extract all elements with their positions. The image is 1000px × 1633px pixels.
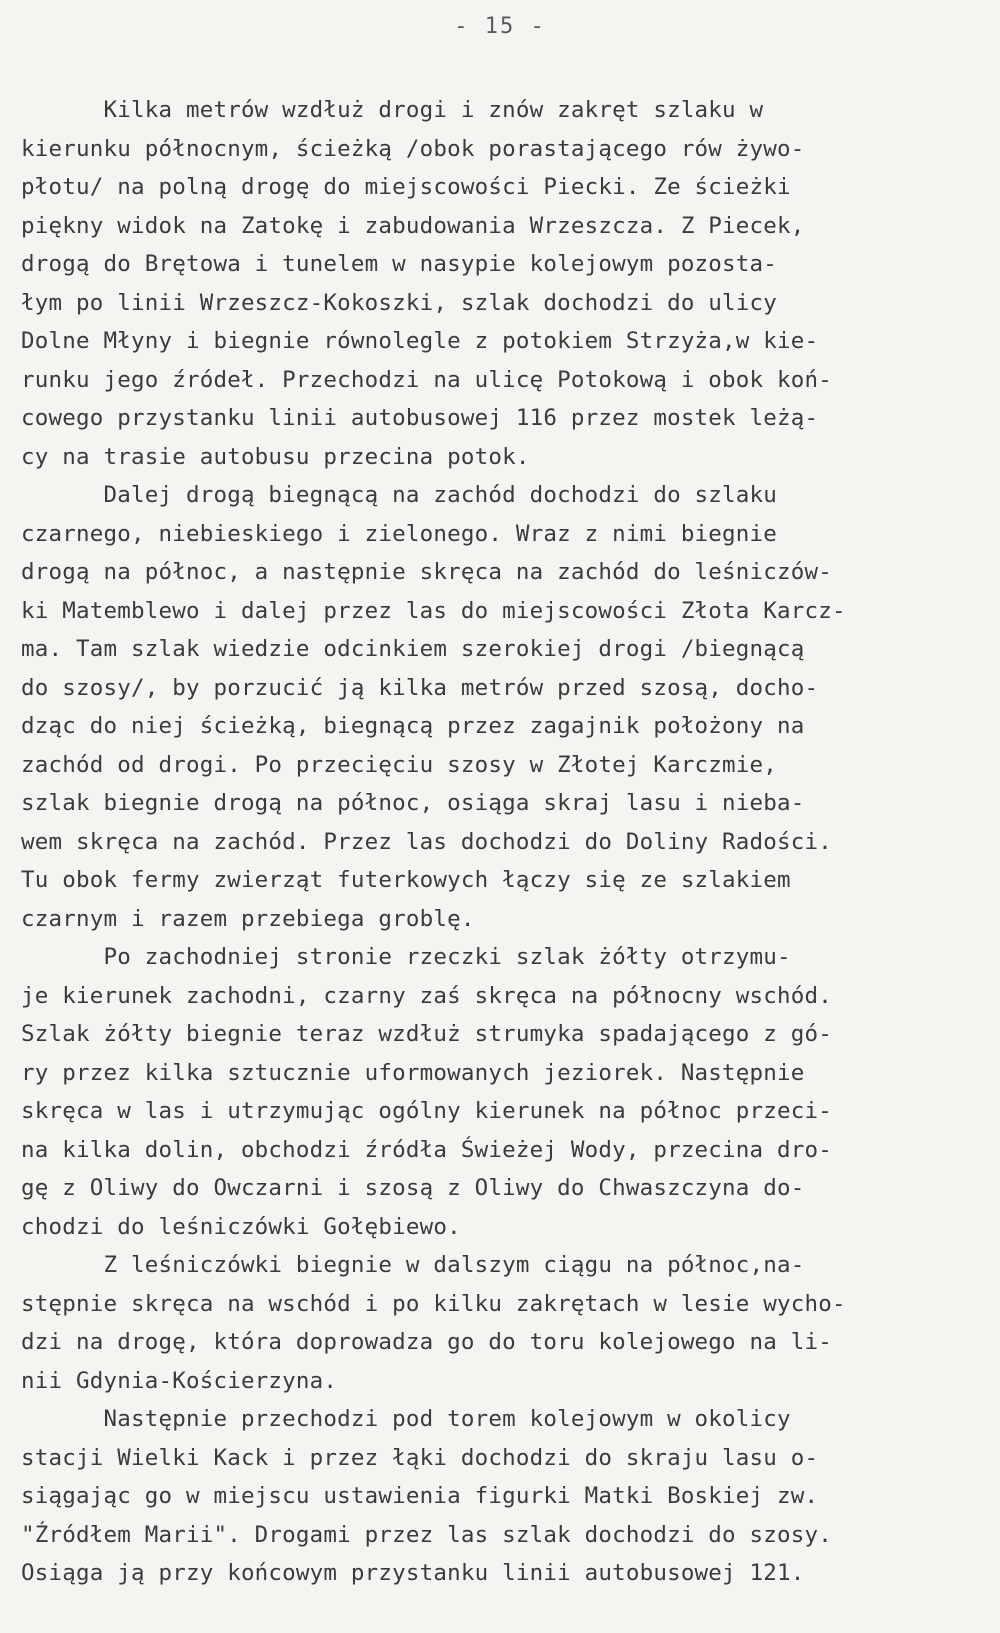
text-line: zachód od drogi. Po przecięciu szosy w Złotej Karczmie, xyxy=(21,751,778,778)
text-line: wem skręca na zachód. Przez las dochodzi do Doliny Radości. xyxy=(21,828,833,855)
text-line: Tu obok fermy zwierząt futerkowych łączy się ze szlakiem xyxy=(21,867,791,893)
text-line: szlak biegnie drogą na północ, osiąga skraj lasu i nieba- xyxy=(21,790,805,816)
text-line: siągając go w miejscu ustawienia figurki Matki Boskiej zw. xyxy=(21,1483,819,1509)
text-line: drogą do Brętowa i tunelem w nasypie kolejowym pozosta- xyxy=(21,251,778,277)
text-line: czarnego, niebieskiego i zielonego. Wraz z nimi biegnie xyxy=(21,520,778,547)
text-line: Po zachodniej stronie rzeczki szlak żółty otrzymu- xyxy=(21,944,791,970)
text-line: na kilka dolin, obchodzi źródła Świeżej Wody, przecina dro- xyxy=(21,1136,833,1163)
text-line: piękny widok na Zatokę i zabudowania Wrzeszcza. Z Piecek, xyxy=(21,212,805,239)
text-line: cy na trasie autobusu przecina potok. xyxy=(21,443,530,470)
text-line: Dolne Młyny i biegnie równolegle z potokiem Strzyża,w kie- xyxy=(21,328,819,354)
text-line: ry przez kilka sztucznie uformowanych jeziorek. Następnie xyxy=(21,1059,805,1086)
text-line: Kilka metrów wzdłuż drogi i znów zakręt szlaku w xyxy=(21,97,764,123)
text-line: je kierunek zachodni, czarny zaś skręca na północny wschód. xyxy=(21,982,833,1009)
text-line: czarnym i razem przebiega groblę. xyxy=(21,905,475,932)
text-line: płotu/ na polną drogę do miejscowości Piecki. Ze ścieżki xyxy=(21,174,791,200)
text-line: skręca w las i utrzymując ogólny kierunek na północ przeci- xyxy=(21,1098,833,1124)
text-line: drogą na północ, a następnie skręca na zachód do leśniczów- xyxy=(21,559,833,585)
text-line: Następnie przechodzi pod torem kolejowym w okolicy xyxy=(21,1406,791,1432)
text-line: dząc do niej ścieżką, biegnącą przez zagajnik położony na xyxy=(21,713,805,739)
text-line: runku jego źródeł. Przechodzi na ulicę Potokową i obok koń- xyxy=(21,366,833,393)
text-line: Szlak żółty biegnie teraz wzdłuż strumyka spadającego z gó- xyxy=(21,1021,833,1047)
text-line: chodzi do leśniczówki Gołębiewo. xyxy=(21,1213,461,1240)
text-line: dzi na drogę, która doprowadza go do toru kolejowego na li- xyxy=(21,1329,833,1355)
text-line: stacji Wielki Kack i przez łąki dochodzi do skraju lasu o- xyxy=(21,1444,819,1471)
text-line: ki Matemblewo i dalej przez las do miejscowości Złota Karcz- xyxy=(21,597,846,624)
text-line: gę z Oliwy do Owczarni i szosą z Oliwy do Chwaszczyna do- xyxy=(21,1175,805,1201)
text-line: kierunku północnym, ścieżką /obok porastającego rów żywo- xyxy=(21,135,805,162)
text-line: stępnie skręca na wschód i po kilku zakrętach w lesie wycho- xyxy=(21,1290,846,1317)
text-line: "Źródłem Marii". Drogami przez las szlak dochodzi do szosy. xyxy=(21,1521,833,1548)
text-line: do szosy/, by porzucić ją kilka metrów przed szosą, docho- xyxy=(21,674,819,701)
text-line: Z leśniczówki biegnie w dalszym ciągu na północ,na- xyxy=(21,1252,805,1278)
text-line: ma. Tam szlak wiedzie odcinkiem szerokiej drogi /biegnącą xyxy=(21,636,805,662)
text-line: cowego przystanku linii autobusowej 116 przez mostek leżą- xyxy=(21,405,819,431)
text-line: łym po linii Wrzeszcz-Kokoszki, szlak dochodzi do ulicy xyxy=(21,289,778,316)
text-line: Dalej drogą biegnącą na zachód dochodzi do szlaku xyxy=(21,482,778,508)
page-number: - 15 - xyxy=(454,14,546,39)
text-line: Osiąga ją przy końcowym przystanku linii autobusowej 121. xyxy=(21,1560,805,1586)
body-text xyxy=(21,91,996,1593)
text-line: nii Gdynia-Kościerzyna. xyxy=(21,1367,338,1394)
